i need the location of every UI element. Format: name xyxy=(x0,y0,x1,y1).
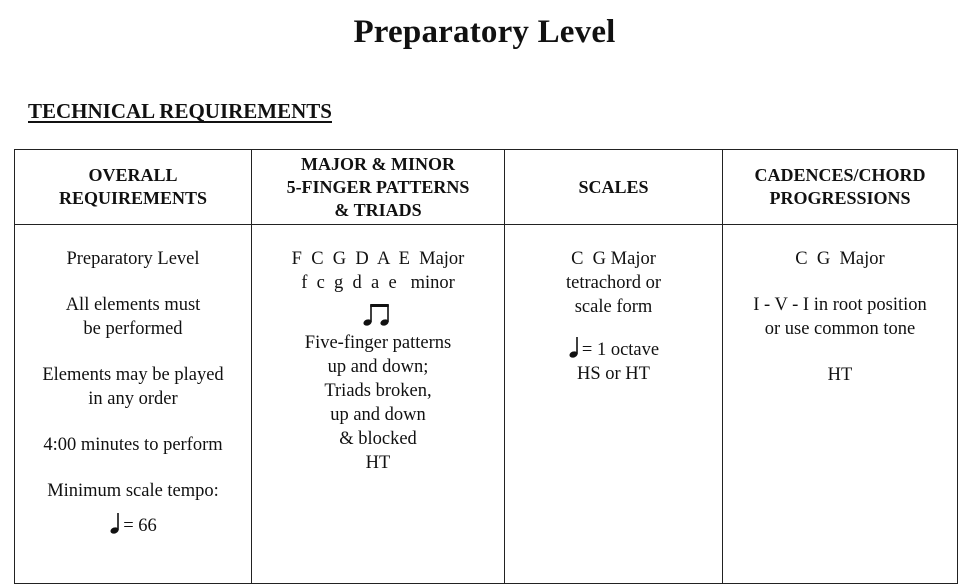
scales-form-text: tetrachord or xyxy=(565,273,662,293)
cadences-hands-text: HT xyxy=(827,365,853,385)
minor-keys-text: f c g d a e minor xyxy=(301,273,455,293)
elements-text: be performed xyxy=(83,319,183,339)
cadences-keys-text: C G Major xyxy=(795,249,885,269)
major-keys-text: F C G D A E Major xyxy=(291,249,465,269)
order-text: in any order xyxy=(88,389,178,409)
header-cadences-progressions xyxy=(723,150,958,225)
quarter-note-icon xyxy=(568,335,580,359)
header-text: 5-FINGER PATTERNS xyxy=(286,176,470,197)
time-text: 4:00 minutes to perform xyxy=(43,435,223,455)
header-text: SCALES xyxy=(578,176,649,197)
header-text: REQUIREMENTS xyxy=(58,188,208,208)
pattern-line: Triads broken, xyxy=(324,381,432,401)
page-title: Preparatory Level xyxy=(353,14,616,50)
pattern-line: & blocked xyxy=(339,429,417,449)
header-overall-requirements xyxy=(15,150,252,225)
scales-keys-text: C G Major xyxy=(571,249,656,269)
tempo-label: Minimum scale tempo: xyxy=(47,481,219,501)
content-row xyxy=(15,225,958,584)
tempo-value: = 66 xyxy=(123,516,157,536)
header-text: MAJOR & MINOR xyxy=(301,153,455,174)
pattern-line: up and down xyxy=(330,405,426,425)
header-scales xyxy=(505,150,723,225)
patterns-triads-cell xyxy=(252,225,505,584)
header-text: CADENCES/CHORD xyxy=(754,165,926,185)
section-heading: TECHNICAL REQUIREMENTS xyxy=(28,99,332,123)
order-text: Elements may be played xyxy=(42,365,224,385)
header-patterns-triads xyxy=(252,150,505,225)
header-text: PROGRESSIONS xyxy=(769,188,911,208)
progression-text: or use common tone xyxy=(764,319,916,339)
pattern-line: Five-finger patterns xyxy=(304,333,452,353)
pattern-line: HT xyxy=(365,453,391,473)
progression-text: I - V - I in root position xyxy=(753,295,927,315)
scales-hands-text: HS or HT xyxy=(577,364,650,384)
elements-text: All elements must xyxy=(65,295,201,315)
tempo-value-line xyxy=(19,511,247,538)
beamed-eighth-notes-icon xyxy=(362,301,394,327)
level-text: Preparatory Level xyxy=(66,249,200,269)
scales-tempo-text: = 1 octave xyxy=(581,340,660,360)
header-text: & TRIADS xyxy=(334,199,422,220)
technical-requirements-table xyxy=(14,149,958,584)
scales-tempo-line xyxy=(509,335,718,362)
cadences-cell xyxy=(723,225,958,584)
header-text: OVERALL xyxy=(88,165,178,185)
header-row xyxy=(15,150,958,225)
scales-form-text: scale form xyxy=(574,297,653,317)
scales-cell xyxy=(505,225,723,584)
quarter-note-icon xyxy=(109,511,121,535)
overall-requirements-cell xyxy=(15,225,252,584)
pattern-line: up and down; xyxy=(327,357,429,377)
